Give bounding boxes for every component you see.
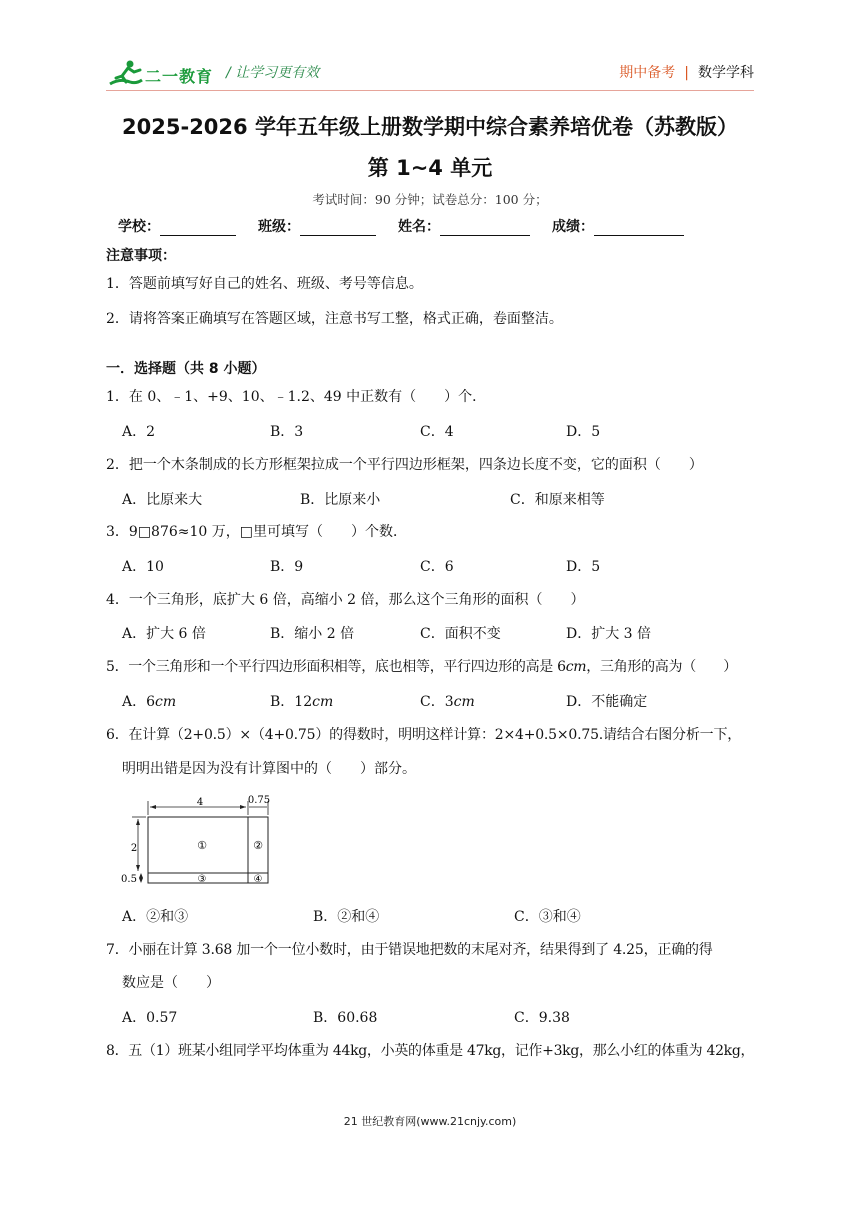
question-2-stem: 2．把一个木条制成的长方形框架拉成一个平行四边形框架，四条边长度不变，它的面积（ ） — [106, 457, 703, 473]
option-unit: cm — [155, 694, 177, 710]
page-footer: 21 世纪教育网(www.21cnjy.com) — [343, 1115, 517, 1128]
question-7-stem-cont: 数应是（ ） — [122, 975, 220, 991]
subject-label: 数学学科 — [698, 65, 754, 81]
q3-option-d[interactable]: D．5 — [566, 559, 601, 575]
question-7-stem: 7．小丽在计算 3.68 加一个一位小数时，由于错误地把数的末尾对齐，结果得到了 4.25，正确的得 — [106, 942, 713, 958]
score-label: 成绩： — [552, 219, 594, 235]
score-blank[interactable] — [594, 219, 684, 236]
page-title: 2025-2026 学年五年级上册数学期中综合素养培优卷（苏教版） — [122, 115, 738, 139]
region-1-label: ① — [197, 839, 207, 852]
q1-option-b[interactable]: B．3 — [270, 424, 304, 440]
name-label: 姓名： — [398, 219, 440, 235]
info-fields — [118, 216, 706, 236]
region-2-label: ② — [253, 839, 263, 852]
q2-option-a[interactable]: A．比原来大 — [122, 492, 203, 508]
q5-stem-part: 5．一个三角形和一个平行四边形面积相等，底也相等，平行四边形的高是 6 — [106, 659, 566, 675]
q2-option-c[interactable]: C．和原来相等 — [510, 492, 605, 508]
option-number: B．12 — [270, 694, 313, 710]
q7-option-a[interactable]: A．0.57 — [122, 1010, 178, 1026]
exam-type-label: 期中备考 — [619, 65, 676, 81]
question-4-stem: 4．一个三角形，底扩大 6 倍，高缩小 2 倍，那么这个三角形的面积（ ） — [106, 592, 585, 608]
notice-item: 2．请将答案正确填写在答题区域，注意书写工整，格式正确，卷面整洁。 — [106, 311, 563, 327]
label-top: 4 — [196, 797, 204, 808]
question-8-stem: 8．五（1）班某小组同学平均体重为 44kg，小英的体重是 47kg，记作+3kg，那么小红的体重为 42kg， — [106, 1043, 755, 1059]
q4-option-c[interactable]: C．面积不变 — [420, 626, 501, 642]
q5-option-b[interactable] — [270, 691, 333, 711]
runner-logo-icon — [106, 58, 146, 90]
q3-option-b[interactable]: B．9 — [270, 559, 304, 575]
q7-option-c[interactable]: C．9.38 — [514, 1010, 570, 1026]
q6-option-b[interactable]: B．②和④ — [313, 909, 380, 925]
label-left: 2 — [130, 843, 138, 854]
q1-option-c[interactable]: C．4 — [420, 424, 454, 440]
page-subtitle: 第 1~4 单元 — [367, 156, 493, 180]
header-divider — [106, 90, 754, 91]
notice-heading: 注意事项： — [106, 248, 176, 264]
q1-option-a[interactable]: A．2 — [122, 424, 156, 440]
q7-option-b[interactable]: B．60.68 — [313, 1010, 378, 1026]
q3-option-a[interactable]: A．10 — [122, 559, 164, 575]
q4-option-a[interactable]: A．扩大 6 倍 — [122, 626, 206, 642]
q3-option-c[interactable]: C．6 — [420, 559, 454, 575]
name-blank[interactable] — [440, 219, 530, 236]
q1-option-d[interactable]: D．5 — [566, 424, 601, 440]
question-6-stem-cont: 明明出错是因为没有计算图中的（ ）部分。 — [122, 761, 416, 777]
q6-option-a[interactable]: A．②和③ — [122, 909, 189, 925]
school-label: 学校： — [118, 219, 160, 235]
arrow-up-icon — [136, 819, 140, 825]
section-title: 一．选择题（共 8 小题） — [106, 361, 266, 377]
label-top-right: 0.75 — [247, 795, 271, 806]
arrow-up-icon — [139, 873, 143, 878]
label-bottom-left: 0.5 — [121, 874, 137, 885]
arrow-down-icon — [139, 878, 143, 883]
slogan: / 让学习更有效 — [226, 65, 320, 81]
option-unit: cm — [453, 694, 475, 710]
region-3-label: ③ — [197, 874, 207, 885]
question-5-stem — [106, 657, 737, 677]
header-separator: | — [684, 65, 689, 81]
logo-text: 二一教育 — [145, 67, 214, 86]
q5-stem-unit: cm — [565, 659, 587, 675]
question-3-stem: 3．9□876≈10 万，□里可填写（ ）个数． — [106, 524, 407, 540]
region-4-label: ④ — [253, 874, 263, 885]
arrow-right-icon — [240, 805, 246, 809]
option-number: C．3 — [420, 694, 454, 710]
q5-option-c[interactable] — [420, 691, 475, 711]
question-1-stem: 1．在 0、﹣1、+9、10、﹣1.2、49 中正数有（ ）个． — [106, 389, 487, 405]
header-right — [619, 62, 754, 82]
class-blank[interactable] — [300, 219, 376, 236]
notice-item: 1．答题前填写好自己的姓名、班级、考号等信息。 — [106, 276, 423, 292]
class-label: 班级： — [258, 219, 300, 235]
question-6-stem: 6．在计算（2+0.5）×（4+0.75）的得数时，明明这样计算：2×4+0.5×0.75.请结合右图分析一下， — [106, 727, 742, 743]
school-blank[interactable] — [160, 219, 236, 236]
q4-option-d[interactable]: D．扩大 3 倍 — [566, 626, 652, 642]
q2-option-b[interactable]: B．比原来小 — [300, 492, 381, 508]
option-unit: cm — [312, 694, 334, 710]
area-diagram — [118, 793, 278, 893]
q5-option-a[interactable] — [122, 691, 176, 711]
q4-option-b[interactable]: B．缩小 2 倍 — [270, 626, 355, 642]
option-number: A．6 — [122, 694, 156, 710]
arrow-left-icon — [150, 805, 156, 809]
q5-stem-part: ，三角形的高为（ ） — [586, 659, 737, 675]
q5-option-d[interactable] — [566, 691, 647, 711]
arrow-down-icon — [136, 865, 140, 871]
option-number: D．不能确定 — [566, 694, 648, 710]
q6-option-c[interactable]: C．③和④ — [514, 909, 581, 925]
exam-meta: 考试时间：90 分钟；试卷总分：100 分； — [312, 192, 548, 207]
